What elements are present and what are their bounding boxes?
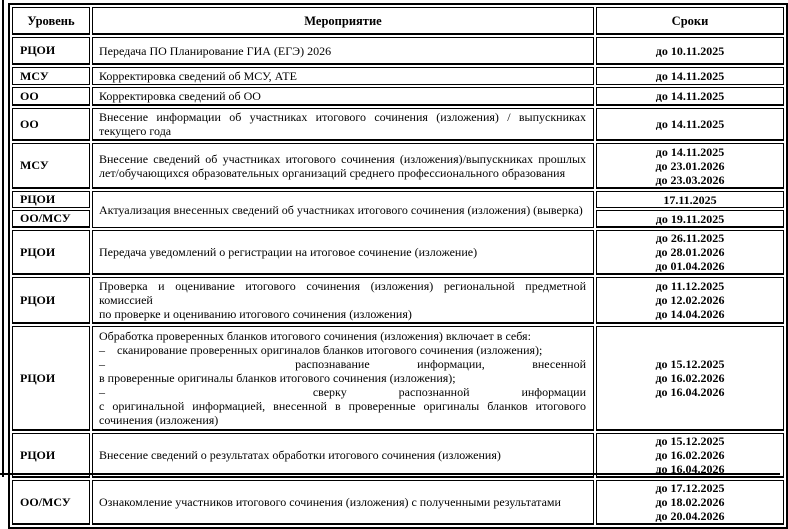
dates-cell — [596, 108, 784, 141]
date-line: до 15.12.2025 — [655, 434, 725, 448]
table-row — [12, 230, 784, 275]
level-cell: РЦОИ — [12, 277, 90, 324]
table-row — [12, 480, 784, 525]
date-line: до 14.11.2025 — [655, 89, 725, 103]
dates-cell — [596, 210, 784, 228]
level-cell: РЦОИ — [12, 433, 90, 478]
table-row — [12, 108, 784, 141]
event-text: Корректировка сведений об МСУ, АТЕ — [99, 69, 297, 83]
column-header-event: Мероприятие — [92, 7, 594, 35]
table-row — [12, 277, 784, 324]
event-cell — [92, 433, 594, 478]
table-row — [12, 433, 784, 478]
table-row — [12, 191, 784, 208]
level-cell: РЦОИ — [12, 326, 90, 431]
date-line: до 14.11.2025 — [655, 69, 725, 83]
event-cell — [92, 87, 594, 106]
event-text: – распознавание информации, внесенной — [99, 357, 586, 371]
event-cell — [92, 191, 594, 228]
event-cell — [92, 326, 594, 431]
date-line: до 12.02.2026 — [655, 293, 725, 307]
table-row — [12, 67, 784, 85]
event-text: – сканирование проверенных оригиналов бланков итогового сочинения (изложения); — [99, 343, 543, 357]
event-cell — [92, 67, 594, 85]
column-header-level: Уровень — [12, 7, 90, 35]
date-line: до 20.04.2026 — [655, 509, 725, 523]
table-row — [12, 143, 784, 189]
level-cell: ОО — [12, 108, 90, 141]
level-cell: МСУ — [12, 143, 90, 189]
event-cell — [92, 480, 594, 525]
dates-cell — [596, 191, 784, 208]
table-row — [12, 37, 784, 65]
date-line: до 10.11.2025 — [655, 43, 725, 58]
date-line: до 23.03.2026 — [655, 172, 725, 187]
dates-cell — [596, 143, 784, 189]
dates-cell — [596, 277, 784, 324]
dates-cell — [596, 87, 784, 106]
level-cell: ОО — [12, 87, 90, 106]
date-line: до 16.04.2026 — [655, 385, 725, 399]
date-line: до 14.11.2025 — [655, 117, 725, 131]
event-text: в проверенные оригиналы бланков итогового сочинения (изложения); — [99, 371, 456, 385]
event-cell — [92, 277, 594, 324]
date-line: до 28.01.2026 — [655, 245, 725, 259]
date-line: до 23.01.2026 — [655, 158, 725, 173]
event-text: Внесение сведений о результатах обработки итогового сочинения (изложения) — [99, 448, 501, 462]
date-line: до 14.04.2026 — [655, 307, 725, 321]
event-text: Ознакомление участников итогового сочинения (изложения) с полученными результатами — [99, 495, 561, 509]
dates-cell — [596, 230, 784, 275]
column-header-dates: Сроки — [596, 7, 784, 35]
date-line: до 16.02.2026 — [655, 371, 725, 385]
date-line: до 18.02.2026 — [655, 495, 725, 509]
event-text: Передача ПО Планирование ГИА (ЕГЭ) 2026 — [99, 43, 332, 58]
event-text: Внесение информации об участниках итогового сочинения (изложения) / выпускниках текущего года — [99, 110, 586, 138]
date-line: до 16.02.2026 — [655, 448, 725, 462]
dates-cell — [596, 326, 784, 431]
event-text: Актуализация внесенных сведений об участниках итогового сочинения (изложения) (выверка) — [99, 202, 583, 217]
event-cell — [92, 37, 594, 65]
level-cell: РЦОИ — [12, 230, 90, 275]
date-line: до 14.11.2025 — [655, 144, 725, 159]
dates-cell — [596, 433, 784, 478]
level-cell: ОО/МСУ — [12, 480, 90, 525]
page-edge-line-left — [2, 0, 4, 477]
level-cell: РЦОИ — [12, 37, 90, 65]
date-line: до 19.11.2025 — [655, 211, 725, 226]
date-line: до 15.12.2025 — [655, 357, 725, 371]
event-text: Проверка и оценивание итогового сочинения (изложения) региональной предметной комиссией — [99, 279, 586, 307]
dates-cell — [596, 37, 784, 65]
date-line: 17.11.2025 — [663, 192, 717, 207]
event-cell — [92, 108, 594, 141]
date-line: до 01.04.2026 — [655, 259, 725, 273]
level-cell: МСУ — [12, 67, 90, 85]
date-line: до 11.12.2025 — [655, 279, 725, 293]
dates-cell — [596, 67, 784, 85]
event-text: – сверку распознанной информации — [99, 385, 586, 399]
event-text: Корректировка сведений об ОО — [99, 89, 261, 103]
event-cell — [92, 143, 594, 189]
table-row — [12, 87, 784, 106]
dates-cell — [596, 480, 784, 525]
event-text: с оригинальной информацией, внесенной в проверенные оригиналы бланков итогового сочинения (изложения) — [99, 399, 586, 427]
event-text: по проверке и оцениванию итогового сочинения (изложения) — [99, 307, 412, 321]
schedule-table — [8, 3, 788, 529]
date-line: до 26.11.2025 — [655, 231, 725, 245]
event-text: Внесение сведений об участниках итогового сочинения (изложения)/выпускниках прошлых лет/обучающихся образовательных организаций среднего профессионального образования — [99, 151, 586, 180]
date-line: до 17.12.2025 — [655, 481, 725, 495]
event-text: Передача уведомлений о регистрации на итоговое сочинение (изложение) — [99, 245, 478, 259]
table-row — [12, 326, 784, 431]
level-cell: ОО/МСУ — [12, 210, 90, 228]
event-cell — [92, 230, 594, 275]
event-text: Обработка проверенных бланков итогового сочинения (изложения) включает в себя: — [99, 329, 531, 343]
date-line: до 16.04.2026 — [655, 462, 725, 476]
level-cell: РЦОИ — [12, 191, 90, 208]
header-row — [12, 7, 784, 35]
